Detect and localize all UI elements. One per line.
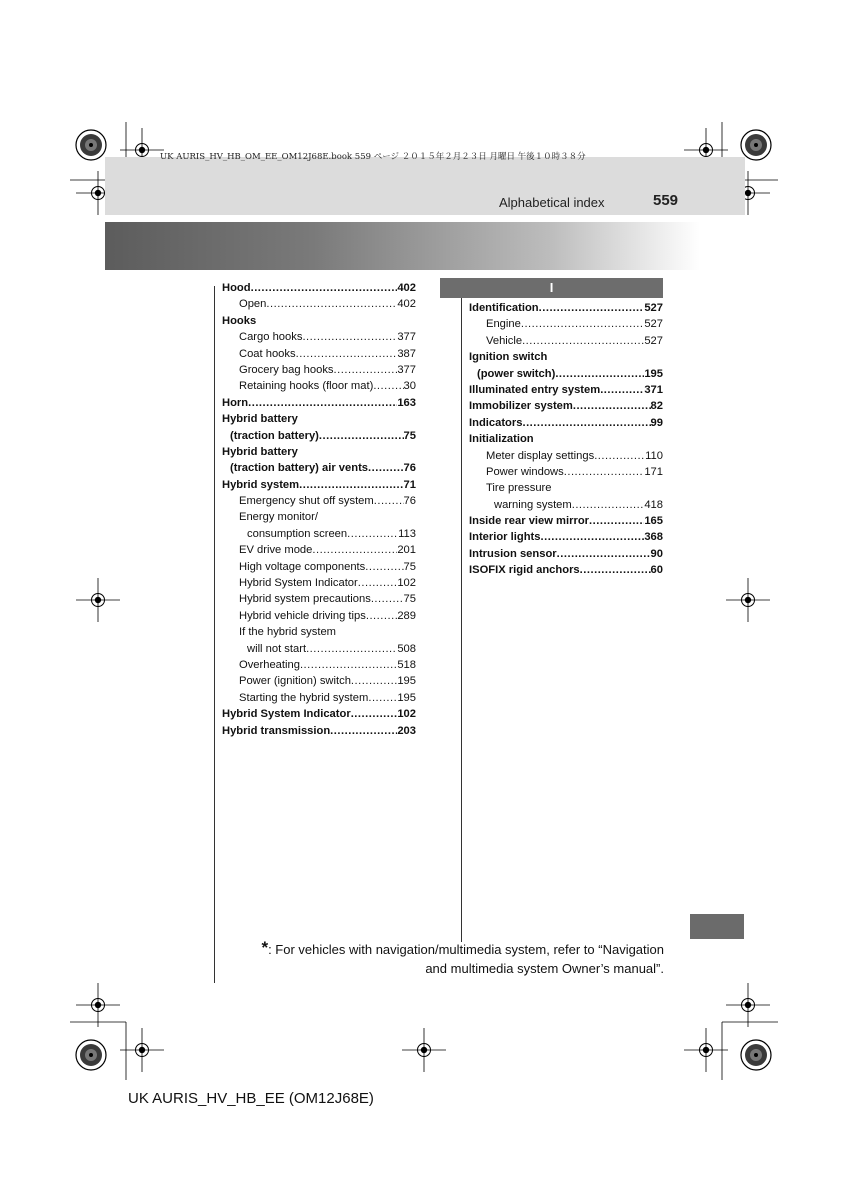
footnote-star: * xyxy=(261,938,269,957)
dot-leader xyxy=(522,415,650,431)
entry-page: 171 xyxy=(644,465,663,478)
index-entry xyxy=(469,529,663,545)
entry-term: Tire pressure xyxy=(486,482,552,495)
dot-leader xyxy=(557,546,651,562)
entry-term: (power switch) xyxy=(477,367,556,380)
column-divider-right xyxy=(461,286,462,942)
dot-leader xyxy=(266,296,397,312)
index-entry xyxy=(222,280,416,296)
entry-page: 377 xyxy=(397,363,416,376)
index-entry xyxy=(222,460,416,476)
entry-term: Energy monitor/ xyxy=(239,511,318,524)
entry-page: 195 xyxy=(397,675,416,688)
index-entry xyxy=(469,316,663,332)
index-entry xyxy=(469,562,663,578)
index-entry xyxy=(222,313,416,329)
entry-page: 165 xyxy=(644,515,663,528)
index-entry xyxy=(469,497,663,513)
entry-term: Vehicle xyxy=(486,334,523,347)
dot-leader xyxy=(600,382,644,398)
index-entry xyxy=(222,378,416,394)
dot-leader xyxy=(521,316,644,332)
section-title: Alphabetical index xyxy=(499,195,605,210)
index-entry xyxy=(222,706,416,722)
index-entry xyxy=(222,608,416,624)
index-entry xyxy=(469,448,663,464)
dot-leader xyxy=(594,448,645,464)
index-entry xyxy=(222,723,416,739)
dot-leader xyxy=(368,690,397,706)
dot-leader xyxy=(330,723,397,739)
entry-term: Hybrid System Indicator xyxy=(239,577,358,590)
entry-term: Open xyxy=(239,298,267,311)
entry-page: 75 xyxy=(403,560,416,573)
index-entry xyxy=(222,575,416,591)
index-entry xyxy=(222,395,416,411)
index-entry xyxy=(469,382,663,398)
dot-leader xyxy=(299,477,403,493)
index-entry xyxy=(222,542,416,558)
dot-leader xyxy=(251,280,398,296)
entry-term: Power (ignition) switch xyxy=(239,675,351,688)
entry-term: High voltage components xyxy=(239,560,366,573)
dot-leader xyxy=(351,673,397,689)
entry-term: Retaining hooks (floor mat) xyxy=(239,380,374,393)
entry-term: Identification xyxy=(469,302,539,314)
index-entry xyxy=(222,296,416,312)
entry-term: EV drive mode xyxy=(239,544,313,557)
entry-term: Grocery bag hooks xyxy=(239,363,334,376)
header-band xyxy=(105,157,745,215)
entry-page: 418 xyxy=(644,498,663,511)
entry-term: If the hybrid system xyxy=(239,626,336,639)
entry-page: 527 xyxy=(644,302,663,314)
entry-page: 402 xyxy=(397,298,416,311)
entry-page: 76 xyxy=(403,495,416,508)
dot-leader xyxy=(373,378,403,394)
entry-page: 368 xyxy=(644,531,663,544)
entry-page: 527 xyxy=(644,334,663,347)
entry-page: 75 xyxy=(403,429,416,442)
entry-term: Intrusion sensor xyxy=(469,547,557,560)
index-entry xyxy=(222,329,416,345)
entry-page: 371 xyxy=(644,383,663,396)
index-entry xyxy=(469,464,663,480)
entry-term: will not start xyxy=(247,642,307,655)
entry-page: 289 xyxy=(397,609,416,622)
dot-leader xyxy=(351,706,398,722)
dot-leader xyxy=(540,529,644,545)
entry-term: warning system xyxy=(494,498,572,511)
entry-page: 508 xyxy=(397,642,416,655)
dot-leader xyxy=(573,398,651,414)
dot-leader xyxy=(319,428,404,444)
entry-page: 163 xyxy=(397,396,416,409)
entry-page: 60 xyxy=(650,564,663,577)
dot-leader xyxy=(555,366,644,382)
entry-term: Engine xyxy=(486,318,521,331)
entry-term: Cargo hooks xyxy=(239,331,303,344)
entry-term: consumption screen xyxy=(247,527,348,540)
chapter-tab xyxy=(690,914,744,939)
dot-leader xyxy=(296,346,398,362)
dot-leader xyxy=(312,542,397,558)
entry-page: 110 xyxy=(645,449,663,462)
entry-page: 195 xyxy=(644,367,663,380)
index-entry xyxy=(222,591,416,607)
entry-term: Initialization xyxy=(469,433,534,446)
entry-term: Horn xyxy=(222,396,249,409)
entry-page: 377 xyxy=(397,331,416,344)
entry-term: Coat hooks xyxy=(239,347,296,360)
print-header: UK AURIS_HV_HB_OM_EE_OM12J68E.book 559 ページ ２０１５年２月２３日 月曜日 午後１０時３８分 xyxy=(160,152,586,162)
index-entry xyxy=(469,415,663,431)
index-entry xyxy=(222,559,416,575)
dot-leader xyxy=(366,608,397,624)
index-entry xyxy=(469,480,663,496)
entry-term: Hood xyxy=(222,282,251,294)
entry-term: Hybrid battery xyxy=(222,445,298,458)
dot-leader xyxy=(580,562,651,578)
entry-term: Inside rear view mirror xyxy=(469,515,590,528)
index-entry xyxy=(222,526,416,542)
entry-page: 102 xyxy=(397,708,416,721)
entry-page: 201 xyxy=(397,544,416,557)
entry-term: Immobilizer system xyxy=(469,400,573,413)
index-entry xyxy=(469,431,663,447)
index-column-left xyxy=(222,280,416,739)
dot-leader xyxy=(302,329,397,345)
dot-leader xyxy=(306,641,397,657)
entry-page: 402 xyxy=(397,282,416,294)
entry-term: (traction battery) xyxy=(230,429,319,442)
index-entry xyxy=(469,513,663,529)
entry-page: 30 xyxy=(403,380,416,393)
index-entry xyxy=(222,509,416,525)
entry-term: Emergency shut off system xyxy=(239,495,374,508)
index-entry xyxy=(222,346,416,362)
index-entry xyxy=(222,362,416,378)
entry-page: 90 xyxy=(650,547,663,560)
index-entry xyxy=(222,690,416,706)
index-entry xyxy=(469,333,663,349)
entry-term: Meter display settings xyxy=(486,449,595,462)
entry-term: (traction battery) air vents xyxy=(230,462,369,475)
entry-page: 527 xyxy=(644,318,663,331)
index-entry xyxy=(222,444,416,460)
index-column-right xyxy=(469,300,663,579)
entry-page: 518 xyxy=(397,658,416,671)
entry-term: Hybrid vehicle driving tips xyxy=(239,609,366,622)
index-entry xyxy=(222,411,416,427)
footnote-line-2: and multimedia system Owner’s manual”. xyxy=(425,960,664,976)
column-divider-left xyxy=(214,286,215,983)
entry-page: 71 xyxy=(403,478,416,491)
entry-term: Hybrid battery xyxy=(222,413,298,426)
entry-term: Hooks xyxy=(222,314,257,327)
document-id: UK AURIS_HV_HB_EE (OM12J68E) xyxy=(128,1090,374,1107)
index-entry xyxy=(222,493,416,509)
page-number: 559 xyxy=(653,192,679,209)
index-entry xyxy=(469,300,663,316)
dot-leader xyxy=(347,526,398,542)
entry-term: Illuminated entry system xyxy=(469,383,601,396)
dot-leader xyxy=(300,657,397,673)
entry-term: Overheating xyxy=(239,658,300,671)
index-entry xyxy=(222,673,416,689)
entry-page: 82 xyxy=(650,400,663,413)
entry-page: 387 xyxy=(397,347,416,360)
dot-leader xyxy=(522,333,644,349)
dot-leader xyxy=(374,493,404,509)
entry-term: Hybrid System Indicator xyxy=(222,708,351,721)
index-entry xyxy=(222,428,416,444)
dot-leader xyxy=(564,464,645,480)
entry-page: 113 xyxy=(398,527,416,540)
letter-heading: I xyxy=(440,278,663,298)
index-entry xyxy=(469,349,663,365)
entry-term: Hybrid transmission xyxy=(222,724,331,737)
footnote xyxy=(240,938,664,978)
dot-leader xyxy=(248,395,397,411)
index-entry xyxy=(469,366,663,382)
entry-page: 99 xyxy=(650,416,663,429)
entry-page: 75 xyxy=(403,593,416,606)
entry-term: Ignition switch xyxy=(469,351,548,364)
dot-leader xyxy=(539,300,645,316)
dot-leader xyxy=(368,460,404,476)
entry-page: 203 xyxy=(397,724,416,737)
entry-term: ISOFIX rigid anchors xyxy=(469,564,580,577)
entry-page: 76 xyxy=(403,462,416,475)
index-entry xyxy=(469,398,663,414)
gradient-banner xyxy=(105,222,700,270)
index-entry xyxy=(222,624,416,640)
index-entry xyxy=(222,641,416,657)
entry-term: Starting the hybrid system xyxy=(239,691,369,704)
entry-term: Hybrid system precautions xyxy=(239,593,371,606)
entry-page: 102 xyxy=(397,577,416,590)
entry-term: Interior lights xyxy=(469,531,541,544)
entry-term: Hybrid system xyxy=(222,478,300,491)
dot-leader xyxy=(572,497,645,513)
index-entry xyxy=(222,477,416,493)
entry-page: 195 xyxy=(397,691,416,704)
entry-term: Power windows xyxy=(486,465,564,478)
dot-leader xyxy=(365,559,403,575)
dot-leader xyxy=(589,513,644,529)
index-entry xyxy=(222,657,416,673)
index-entry xyxy=(469,546,663,562)
dot-leader xyxy=(334,362,398,378)
entry-term: Indicators xyxy=(469,416,523,429)
dot-leader xyxy=(358,575,398,591)
dot-leader xyxy=(371,591,404,607)
footnote-line-1: : For vehicles with navigation/multimedia system, refer to “Navigation xyxy=(268,942,664,957)
